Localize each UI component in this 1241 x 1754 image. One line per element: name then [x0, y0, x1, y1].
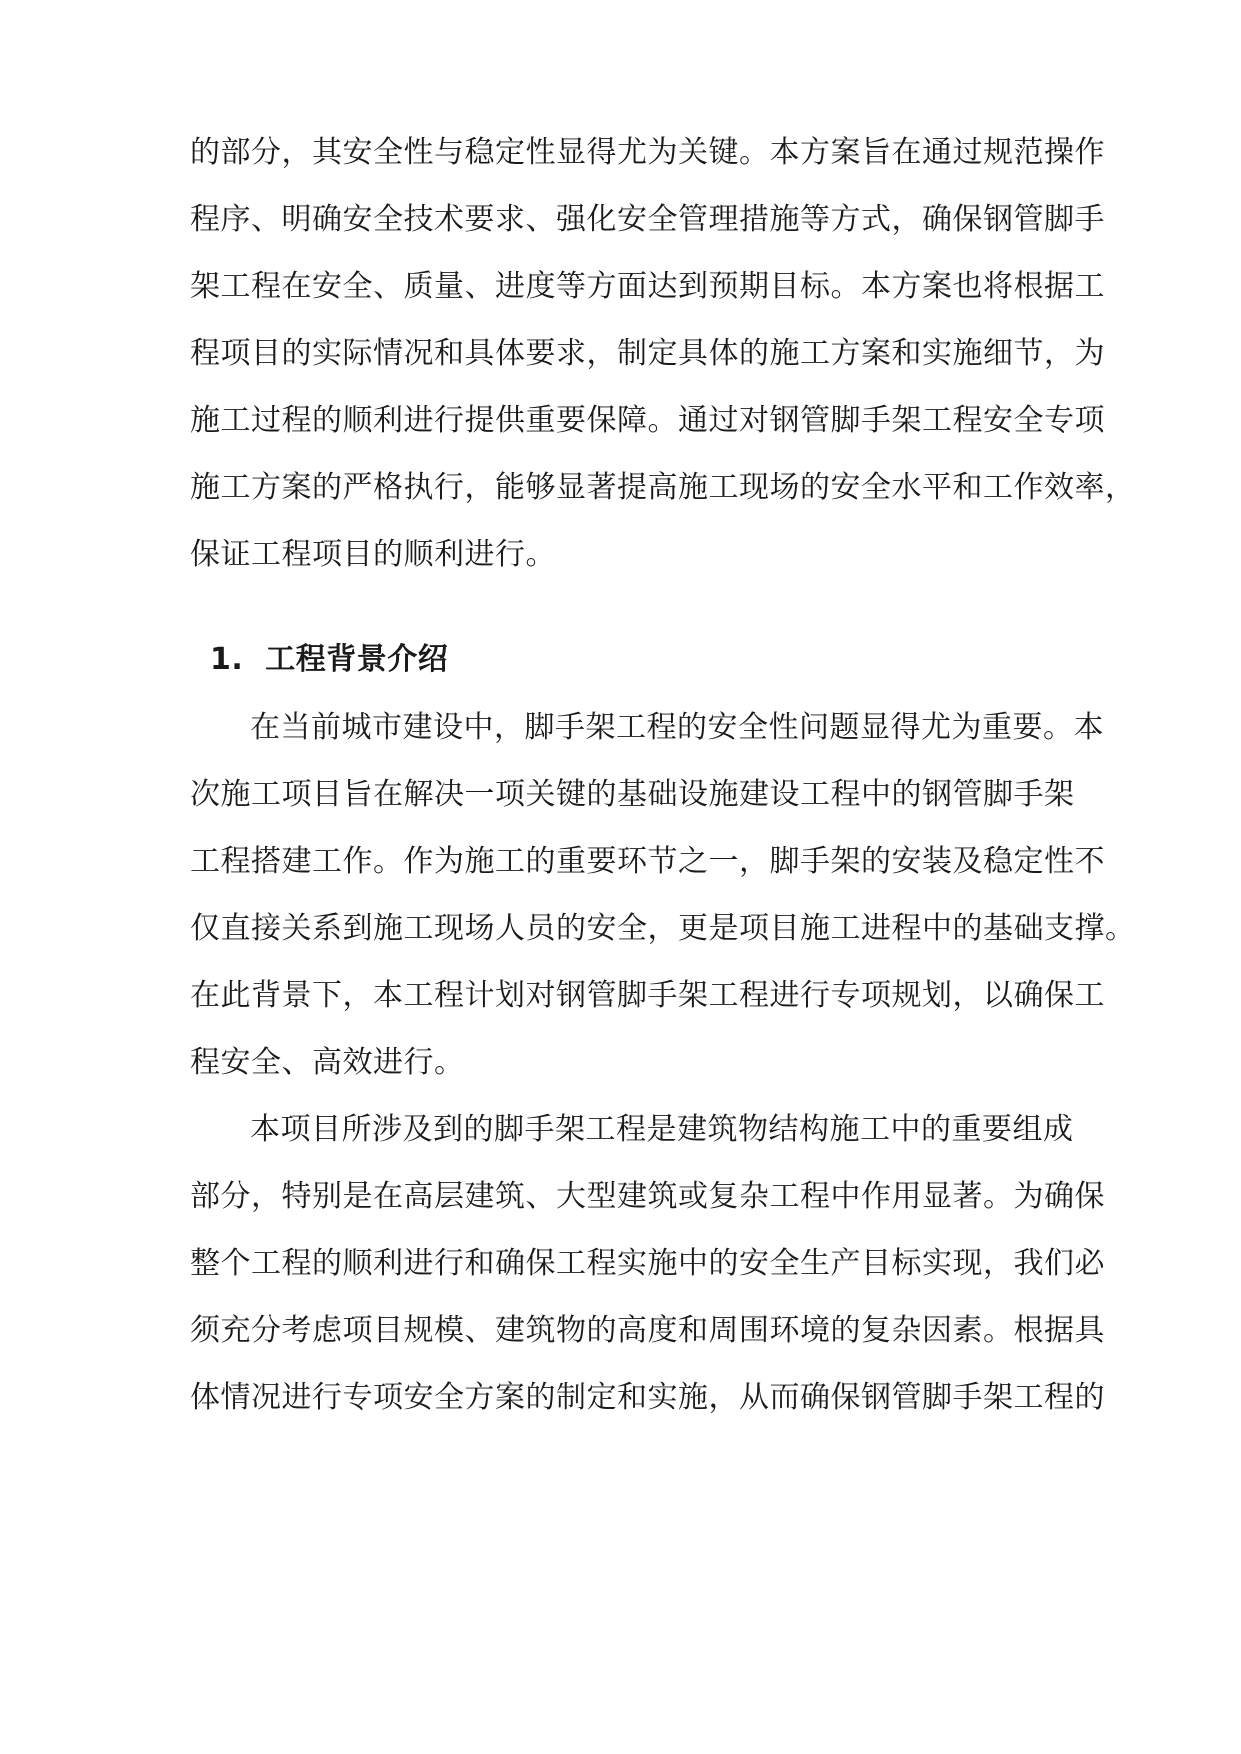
para1-line-6: 程安全、高效进行。 [190, 1045, 465, 1080]
para2-line-2: 部分，特别是在高层建筑、大型建筑或复杂工程中作用显著。为确保 [190, 1179, 1105, 1214]
para1-line-5: 在此背景下，本工程计划对钢管脚手架工程进行专项规划，以确保工 [190, 978, 1105, 1013]
para2-line-1: 本项目所涉及到的脚手架工程是建筑物结构施工中的重要组成 [250, 1112, 1074, 1147]
para2-line-4: 须充分考虑项目规模、建筑物的高度和周围环境的复杂因素。根据具 [190, 1313, 1105, 1348]
intro-line-5: 施工过程的顺利进行提供重要保障。通过对钢管脚手架工程安全专项 [190, 403, 1105, 438]
intro-line-4: 程项目的实际情况和具体要求，制定具体的施工方案和实施细节，为 [190, 336, 1105, 371]
intro-line-6: 施工方案的严格执行，能够显著提高施工现场的安全水平和工作效率， [190, 470, 1136, 505]
section-number: 1. [210, 642, 244, 677]
para1-line-2: 次施工项目旨在解决一项关键的基础设施建设工程中的钢管脚手架 [190, 777, 1075, 812]
intro-line-7: 保证工程项目的顺利进行。 [190, 537, 556, 572]
intro-line-1: 的部分，其安全性与稳定性显得尤为关键。本方案旨在通过规范操作 [190, 135, 1105, 170]
para1-line-4: 仅直接关系到施工现场人员的安全，更是项目施工进程中的基础支撑。 [190, 911, 1136, 946]
para1-line-3: 工程搭建工作。作为施工的重要环节之一，脚手架的安装及稳定性不 [190, 844, 1105, 879]
intro-line-3: 架工程在安全、质量、进度等方面达到预期目标。本方案也将根据工 [190, 269, 1105, 304]
section-title: 工程背景介绍 [265, 642, 449, 677]
section-heading [210, 640, 1090, 680]
intro-line-2: 程序、明确安全技术要求、强化安全管理措施等方式，确保钢管脚手 [190, 202, 1105, 237]
para1-line-1: 在当前城市建设中，脚手架工程的安全性问题显得尤为重要。本 [250, 710, 1104, 745]
para2-line-3: 整个工程的顺利进行和确保工程实施中的安全生产目标实现，我们必 [190, 1246, 1105, 1281]
para2-line-5: 体情况进行专项安全方案的制定和实施，从而确保钢管脚手架工程的 [190, 1380, 1105, 1415]
